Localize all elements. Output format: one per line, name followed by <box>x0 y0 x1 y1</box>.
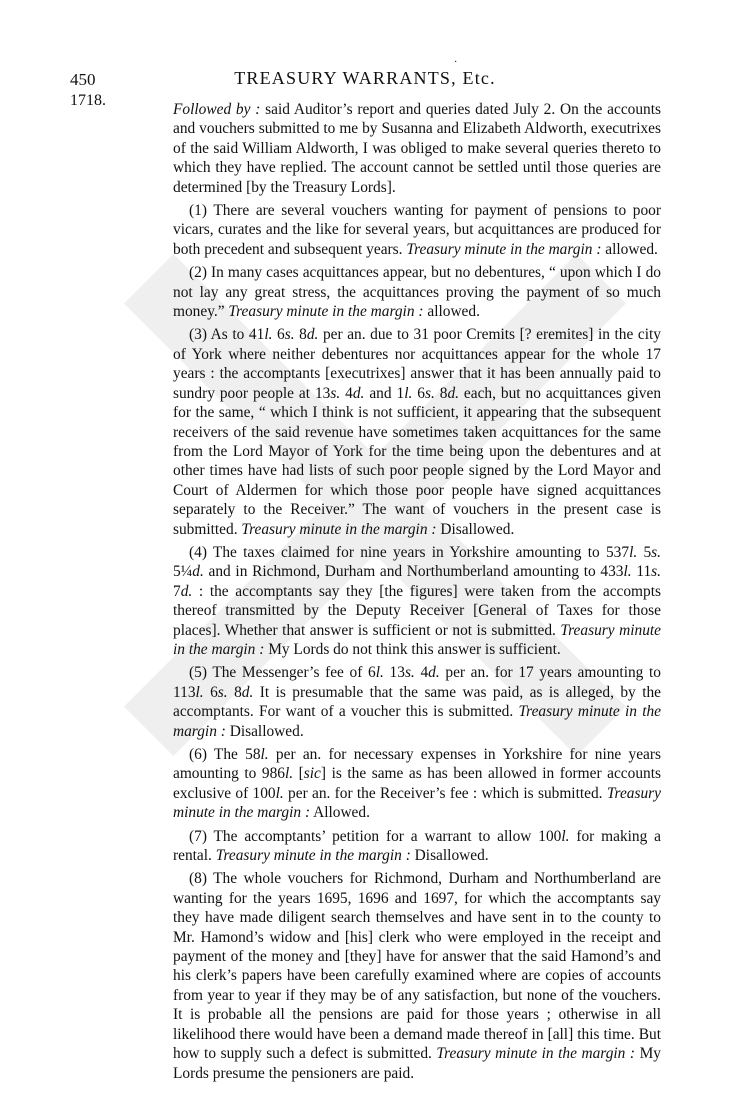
italic-text: Treasury minute in the margin : <box>215 847 411 865</box>
italic-text: l. <box>195 683 204 701</box>
italic-text: Followed by : <box>173 101 261 118</box>
text-segment: 8 <box>227 683 242 701</box>
paragraph <box>173 543 661 659</box>
paragraph <box>173 325 661 538</box>
text-segment: for making a rental. <box>173 827 662 865</box>
text-segment: ] is the same as has been allowed in former accounts exclusive of 100 <box>173 765 661 802</box>
text-segment: Allowed. <box>310 804 370 822</box>
text-segment: 13 <box>383 664 405 682</box>
italic-text: d. <box>447 384 459 402</box>
speck: · <box>454 57 458 68</box>
italic-text: s. <box>330 384 341 402</box>
italic-text: s. <box>404 664 415 682</box>
text-segment: Disallowed. <box>225 722 304 740</box>
paragraph <box>173 745 661 823</box>
italic-text: s. <box>651 543 661 561</box>
text-segment: allowed. <box>601 240 658 258</box>
italic-text: Treasury minute in the margin : <box>406 240 602 258</box>
text-segment: (1) There are several vouchers wanting for payment of pensions to poor vicars, curates and the like for several years, but acquittances are produced for both precedent and subsequent years. <box>173 202 661 258</box>
text-segment: and in Richmond, Durham and Northumberland amounting to 433 <box>203 563 624 581</box>
italic-text: s. <box>284 326 295 344</box>
italic-text: d. <box>352 384 365 402</box>
italic-text: s. <box>651 563 662 581</box>
paragraph <box>173 201 661 259</box>
italic-text: Treasury minute in the margin : <box>228 303 424 321</box>
text-segment: (4) The taxes claimed for nine years in Yorkshire amounting to 537 <box>189 543 630 561</box>
italic-text: Treasury minute in the margin : <box>173 703 661 740</box>
text-segment: 11 <box>631 563 652 581</box>
text-segment: per an. for necessary expenses in Yorkshire for nine years amounting to 986 <box>173 746 661 783</box>
text-segment: My Lords presume the pensioners are paid. <box>173 1045 661 1082</box>
text-segment: 5 <box>637 543 652 561</box>
italic-text: Treasury minute in the margin : <box>173 784 661 822</box>
text-segment: Disallowed. <box>436 520 515 538</box>
italic-text: l. <box>629 543 638 561</box>
text-segment: It is presumable that the same was paid, as is alleged, by the accomptants. For want of a voucher this is submitted. <box>173 683 661 721</box>
text-segment: My Lords do not think this answer is sufficient. <box>264 640 561 658</box>
text-segment: (5) The Messenger’s fee of 6 <box>189 664 376 682</box>
italic-text: l. <box>275 784 284 802</box>
text-segment: said Auditor’s report and queries dated July 2. On the accounts and vouchers submitted to me by Susanna and Elizabeth Aldworth, executrixes of the said William Aldworth, I was obliged to make several queries thereto to which they have replied. The account cannot be settled until those queries are determined [by the Treasury Lords]. <box>173 101 661 196</box>
text-segment: 4 <box>414 664 429 682</box>
text-segment: allowed. <box>423 303 480 321</box>
text-segment: per an. for 17 years amounting to 113 <box>173 664 661 701</box>
page-header <box>0 66 730 90</box>
italic-text: s. <box>217 683 228 701</box>
text-segment: 8 <box>294 326 307 344</box>
text-segment: (7) The accomptants’ petition for a warrant to allow 100 <box>189 827 562 845</box>
italic-text: Treasury minute in the margin : <box>436 1045 636 1063</box>
text-segment: (6) The 58 <box>189 746 261 763</box>
text-segment: 6 <box>272 326 285 344</box>
page-number: 450 <box>70 70 96 89</box>
body-text <box>173 100 661 1087</box>
italic-text: s. <box>424 384 435 402</box>
italic-text: sic <box>303 765 321 783</box>
running-title: TREASURY WARRANTS, Etc. <box>234 68 496 88</box>
italic-text: d. <box>428 664 440 682</box>
text-segment: Disallowed. <box>410 847 489 865</box>
italic-text: l. <box>375 664 384 682</box>
text-segment: 4 <box>340 384 353 402</box>
text-segment: (8) The whole vouchers for Richmond, Durham and Northumberland are wanting for the years 1695, 1696 and 1697, for which the accomptants say they have made diligent search themselves and have sent in to the county to Mr. Hamond’s widow and [his] clerk who were employed in the receipt and payment of the money and [they] have for answer that the said Hamond’s and his clerk’s papers have been carefully examined where are copies of accounts from year to year if they may be of any satisfaction, but none of the vouchers. It is probable all the pensions are paid for those years ; otherwise in all likelihood there would have been a demand made thereof in [all] this time. But how to supply such a defect is submitted. <box>173 870 661 1063</box>
italic-text: l. <box>404 384 413 402</box>
italic-text: d. <box>306 326 319 344</box>
text-segment: 6 <box>203 683 218 701</box>
italic-text: d. <box>192 563 204 581</box>
text-segment: : the accomptants say they [the figures] were taken from the accompts thereof transmitted by the Deputy Receiver [General of Taxes for those places]. Whether that answer is sufficient or not is submitted. <box>173 582 661 639</box>
italic-text: Treasury minute in the margin : <box>241 520 437 538</box>
text-segment: (2) In many cases acquittances appear, but no debentures, “ upon which I do not lay any great stress, the acquittances proving the payment of so much money.” <box>173 264 661 321</box>
italic-text: d. <box>180 582 193 600</box>
italic-text: d. <box>241 683 254 701</box>
italic-text: l. <box>623 563 632 581</box>
text-segment: 8 <box>434 384 448 402</box>
paragraph <box>173 827 661 866</box>
text-segment: 6 <box>412 384 425 402</box>
text-segment: per an. due to 31 poor Cremits [? eremites] in the city of York where neither debentures nor acquittances appear for the whole 17 years : the accomptants [executrixes] answer that it has been annually paid to sundry poor people at 13 <box>173 326 661 402</box>
italic-text: Treasury minute in the margin : <box>173 621 661 658</box>
italic-text: l. <box>264 326 273 344</box>
italic-text: l. <box>561 827 570 845</box>
year-marginal: 1718. <box>70 92 106 109</box>
text-segment: per an. for the Receiver’s fee : which is submitted. <box>283 784 607 802</box>
text-segment: each, but no acquittances given for the same, “ which I think is not sufficient, it appearing that the subsequent receivers of the said revenue have sometimes taken acquittances for the same from the Lord Mayor of York for the time being upon the debentures and at other times have had lists of such poor people signed by the Lord Mayor and Court of Aldermen for which those poor people have signed acquittances separately to the Receiver.” The want of vouchers in the present case is submitted. <box>173 384 662 538</box>
paragraph <box>173 869 661 1082</box>
paragraph <box>173 100 661 197</box>
text-segment: (3) As to 41 <box>189 326 265 344</box>
paragraph <box>173 263 661 321</box>
paragraph <box>173 663 661 741</box>
text-segment: [ <box>293 765 304 783</box>
italic-text: l. <box>284 765 294 783</box>
text-segment: and 1 <box>364 384 405 402</box>
italic-text: l. <box>260 746 269 763</box>
text-segment: 7 <box>173 582 181 600</box>
text-segment: 5¼ <box>173 563 193 581</box>
